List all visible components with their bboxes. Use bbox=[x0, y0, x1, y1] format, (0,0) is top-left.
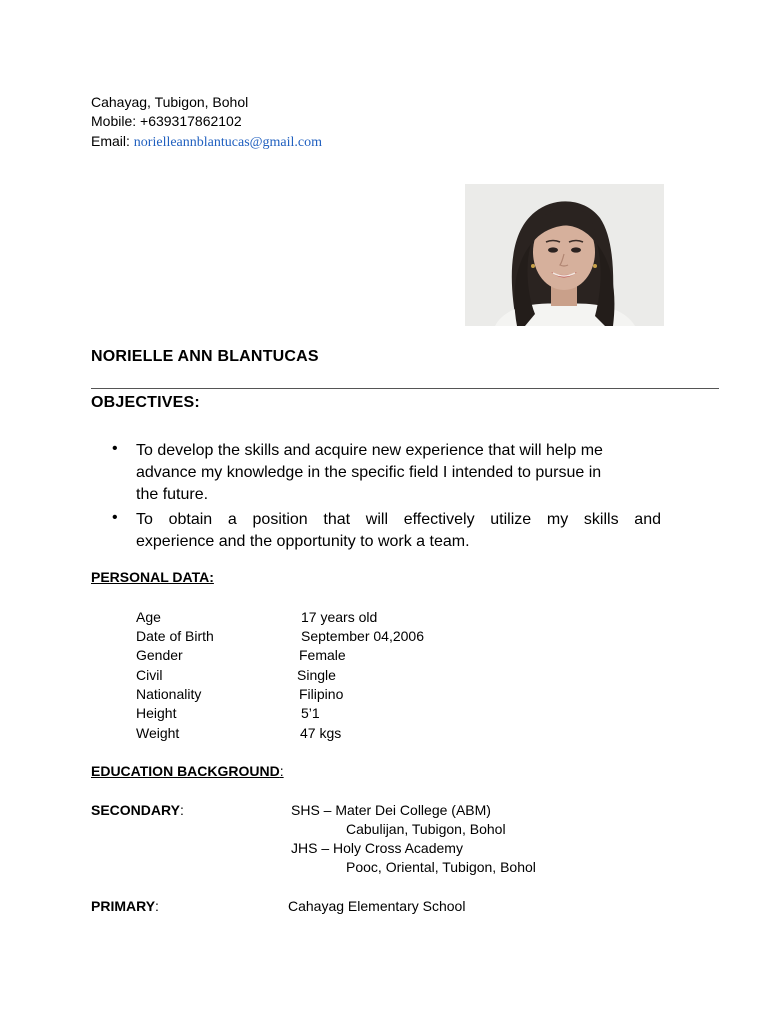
personal-value-age: 17 years old bbox=[301, 609, 378, 625]
contact-mobile: Mobile: +639317862102 bbox=[91, 113, 242, 129]
bullet-icon: • bbox=[112, 509, 118, 526]
personal-label-weight: Weight bbox=[136, 725, 180, 741]
personal-value-weight: 47 kgs bbox=[300, 725, 342, 741]
objective-line: To develop the skills and acquire new experience that will help me bbox=[136, 442, 603, 459]
secondary-label-line bbox=[91, 802, 184, 818]
secondary-colon: : bbox=[179, 802, 184, 818]
personal-label-dob: Date of Birth bbox=[136, 628, 214, 644]
objectives-heading: OBJECTIVES: bbox=[91, 394, 200, 411]
personal-label-gender: Gender bbox=[136, 647, 183, 663]
objective-line: To obtain a position that will effectively utilize my skills and bbox=[136, 511, 661, 528]
objective-item-1 bbox=[136, 440, 661, 506]
secondary-school-2: JHS – Holy Cross Academy bbox=[291, 840, 463, 856]
personal-label-height: Height bbox=[136, 705, 177, 721]
personal-value-nationality: Filipino bbox=[299, 686, 344, 702]
contact-address: Cahayag, Tubigon, Bohol bbox=[91, 94, 249, 110]
objective-item-2 bbox=[136, 509, 661, 553]
education-heading: EDUCATION BACKGROUND bbox=[91, 763, 280, 779]
secondary-school-2-address: Pooc, Oriental, Tubigon, Bohol bbox=[346, 859, 536, 875]
objective-line: the future. bbox=[136, 486, 209, 503]
personal-value-civil: Single bbox=[297, 667, 336, 683]
profile-photo bbox=[465, 184, 664, 326]
personal-label-age: Age bbox=[136, 609, 161, 625]
education-heading-line bbox=[91, 763, 284, 779]
secondary-school-1-address: Cabulijan, Tubigon, Bohol bbox=[346, 821, 506, 837]
candidate-name: NORIELLE ANN BLANTUCAS bbox=[91, 348, 319, 365]
personal-label-nationality: Nationality bbox=[136, 686, 202, 702]
objective-line: experience and the opportunity to work a team. bbox=[136, 533, 470, 550]
secondary-school-1: SHS – Mater Dei College (ABM) bbox=[291, 802, 491, 818]
secondary-label: SECONDARY bbox=[91, 802, 180, 818]
email-label: Email: bbox=[91, 133, 134, 149]
contact-email-line bbox=[91, 132, 322, 152]
education-heading-colon: : bbox=[279, 763, 284, 779]
primary-label: PRIMARY bbox=[91, 898, 156, 914]
primary-colon: : bbox=[155, 898, 159, 914]
personal-data-heading: PERSONAL DATA: bbox=[91, 569, 214, 585]
primary-label-line bbox=[91, 898, 159, 914]
primary-school: Cahayag Elementary School bbox=[288, 898, 466, 914]
horizontal-divider bbox=[91, 388, 719, 389]
personal-value-height: 5’1 bbox=[301, 705, 320, 721]
personal-value-gender: Female bbox=[299, 647, 346, 663]
personal-value-dob: September 04,2006 bbox=[301, 628, 424, 644]
personal-label-civil: Civil bbox=[136, 667, 163, 683]
objective-line: advance my knowledge in the specific field I intended to pursue in bbox=[136, 464, 602, 481]
bullet-icon: • bbox=[112, 440, 118, 457]
email-link[interactable]: norielleannblantucas@gmail.com bbox=[133, 135, 323, 150]
